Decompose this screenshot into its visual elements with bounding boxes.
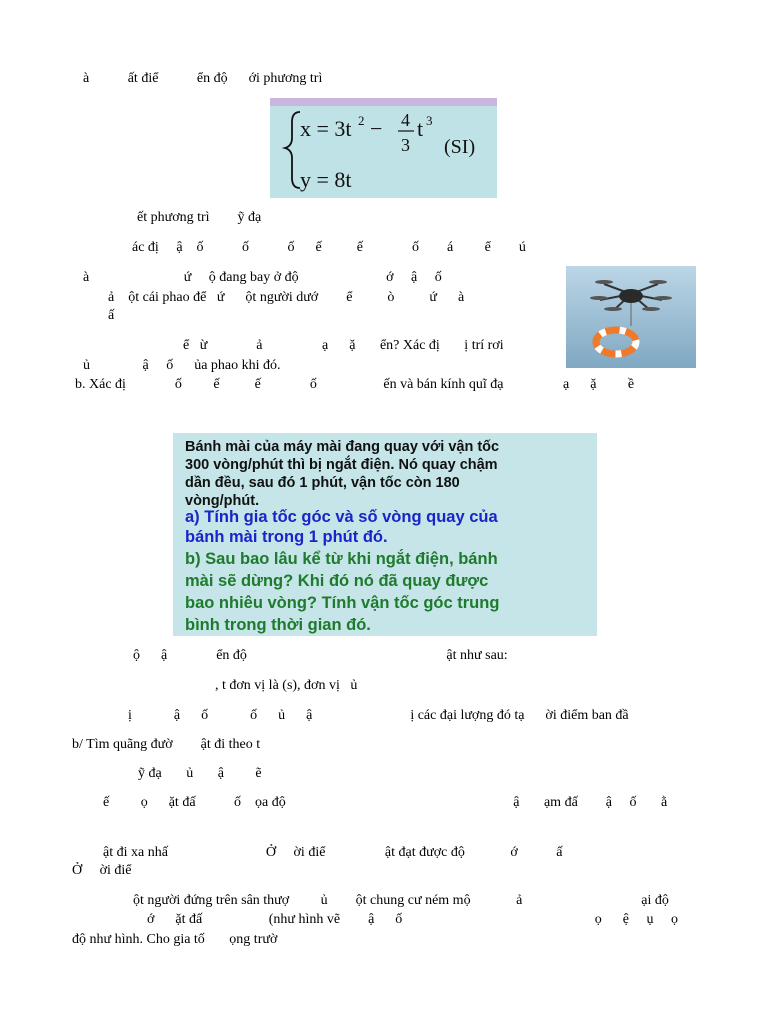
- text-line: ỹ đạ ủ ậ ẽ: [138, 766, 262, 781]
- equation-svg: [270, 98, 497, 198]
- text-line: ột người đứng trên sân thượ ủ ột chung cư ném mộ ả ại độ: [133, 893, 669, 908]
- text-line: ớ ặt đấ (như hình vẽ ậ ố ọ ệ ụ ọ: [147, 912, 679, 927]
- text-line: à ứ ộ đang bay ở độ ớ ậ ố: [83, 270, 442, 285]
- problem-line: 300 vòng/phút thì bị ngắt điện. Nó quay chậm: [185, 457, 498, 473]
- text-line: Ở ời điể: [72, 863, 132, 878]
- system-brace: [285, 112, 300, 188]
- text-line: ấ: [108, 308, 115, 323]
- problem-line: vòng/phút.: [185, 493, 260, 509]
- text-line: độ như hình. Cho gia tố ọng trườ: [72, 932, 278, 947]
- text-line: à ất điể ển độ ới phương trì: [83, 71, 323, 86]
- text-line: ác đị ậ ố ố ố ế ế ố á ể ú: [132, 240, 526, 255]
- text-line: ết phương trì ỹ đạ: [137, 210, 262, 225]
- eq-x-lhs: x = 3t: [300, 116, 352, 141]
- eq-fraction-denominator: 3: [401, 135, 410, 155]
- drone-with-life-buoy-icon: [566, 266, 696, 368]
- question-b-line: bình trong thời gian đó.: [185, 616, 371, 634]
- question-a-line: bánh mài trong 1 phút đó.: [185, 528, 388, 546]
- question-b-line: bao nhiêu vòng? Tính vận tốc góc trung: [185, 594, 500, 612]
- eq-t: t: [417, 116, 424, 141]
- eq-x-exp1: 2: [358, 113, 365, 128]
- text-line: ả ột cái phao để ứ ột người dướ ể ò ứ à: [108, 290, 465, 305]
- text-line: b/ Tìm quãng đườ ật đi theo t: [72, 737, 261, 752]
- text-line: , t đơn vị là (s), đơn vị ủ: [215, 678, 358, 693]
- eq-y-line: y = 8t: [300, 167, 352, 192]
- text-line: ật đi xa nhấ Ở ời điể ật đạt được độ ớ ấ: [103, 845, 563, 860]
- question-b-line: b) Sau bao lâu kể từ khi ngắt điện, bánh: [185, 550, 498, 568]
- eq-fraction-numerator: 4: [401, 110, 410, 130]
- eq-x-exp2: 3: [426, 113, 433, 128]
- question-b-line: mài sẽ dừng? Khi đó nó đã quay được: [185, 572, 489, 590]
- problem-line: dần đều, sau đó 1 phút, vận tốc còn 180: [185, 475, 460, 491]
- problem-line: Bánh mài của máy mài đang quay với vận tốc: [185, 439, 500, 455]
- text-line: ủ ậ ố ủa phao khi đó.: [83, 358, 281, 373]
- text-line: ộ ậ ển độ ật như sau:: [133, 648, 508, 663]
- text-line: b. Xác đị ố ế ế ố ến và bán kính quĩ đạ ạ ặ ề: [75, 377, 635, 392]
- problem-box: [173, 433, 597, 636]
- question-a-line: a) Tính gia tốc góc và số vòng quay của: [185, 508, 498, 526]
- text-line: ể ừ ả ạ ặ ển? Xác đị ị trí rơi: [183, 338, 504, 353]
- text-line: ế ọ ặt đấ ố ọa độ ậ ạm đấ ậ ố ằ: [103, 795, 668, 810]
- eq-minus: −: [370, 116, 383, 141]
- equation-box: [270, 98, 497, 198]
- eq-unit: (SI): [444, 136, 476, 158]
- text-line: ị ậ ố ố ủ ậ ị các đại lượng đó tạ ời điểm ban đầ: [128, 708, 629, 723]
